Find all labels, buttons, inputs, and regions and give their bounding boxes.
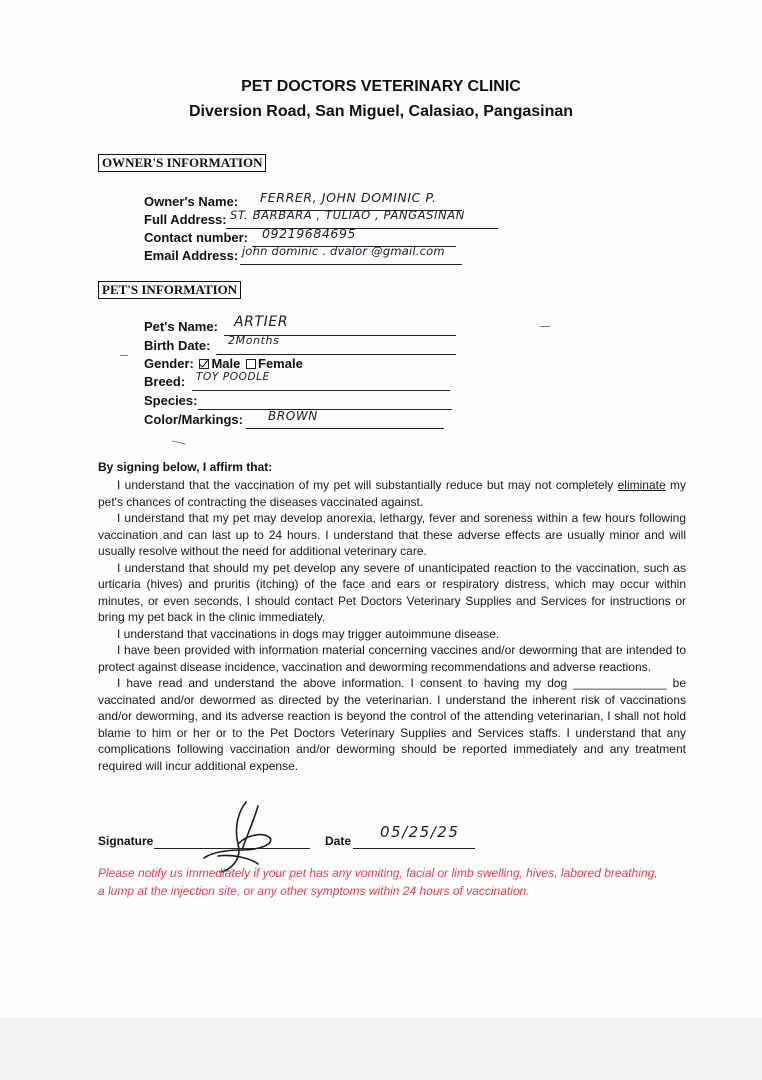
full-address-value: ST. BARBARA , TULIAO , PANGASINAN	[230, 208, 465, 222]
affirmation-paragraph: I understand that my pet may develop anorexia, lethargy, fever and soreness within a few hours following vaccination and can last up to 24 hours. I understand that these adverse effects are usually minor and will usually resolve without the need for additional veterinary care.	[98, 511, 686, 558]
clinic-address: Diversion Road, San Miguel, Calasiao, Pangasinan	[188, 103, 574, 120]
species-line	[198, 393, 452, 410]
email-value: john dominic . dvalor @gmail.com	[242, 244, 445, 258]
affirmation-paragraph: I understand that should my pet develop any severe of unanticipated reaction to the vaccination, such as urticaria (hives) and pruritis (itching) of the face and ears or respiratory distress, which may occur within minutes, or even seconds, I should contact Pet Doctors Veterinary Supplies and Services for instructions or bring my pet back in the clinic immediately.	[98, 560, 686, 624]
owner-name-value: FERRER, JOHN DOMINIC P.	[260, 190, 437, 205]
pet-name-label: Pet's Name:	[144, 319, 218, 334]
gender-male-checkbox[interactable]	[199, 359, 209, 369]
full-address-label: Full Address:	[144, 212, 227, 227]
affirmation-paragraph: I understand that the vaccination of my pet will substantially reduce but may not completely eliminate my pet's chances of contracting the diseases vaccinated against.	[98, 478, 686, 509]
owner-section-title: OWNER'S INFORMATION	[98, 154, 266, 172]
affirmation-paragraph: I have been provided with information material concerning vaccines and/or deworming that are intended to protect against disease incidence, vaccination and deworming recommendations and adverse reactions.	[98, 643, 686, 674]
gender-row	[144, 356, 303, 371]
affirmation-paragraph: I have read and understand the above information. I consent to having my dog ______________ be vaccinated and/or dewormed as directed by the veterinarian. I understand the inherent risk of vaccinations and/or deworming, and its adverse reaction is beyond the control of the attending veterinarian, I shall not hold blame to him or her or to the Pet Doctors Veterinary Supplies and Services staffs. I understand that any complications following vaccination and/or deworming should be reported immediately and any treatment required will incur additional expense.	[98, 676, 686, 773]
gender-label: Gender:	[144, 356, 194, 371]
affirmation-paragraph: I understand that vaccinations in dogs may trigger autoimmune disease.	[117, 626, 500, 641]
clinic-name: PET DOCTORS VETERINARY CLINIC	[241, 78, 521, 95]
color-markings-value: BROWN	[268, 409, 318, 423]
signature-label: Signature	[98, 834, 154, 848]
breed-label: Breed:	[144, 374, 186, 389]
breed-value: TOY POODLE	[196, 371, 270, 383]
gender-female-label: Female	[258, 356, 303, 371]
contact-label: Contact number:	[144, 230, 248, 245]
vaccination-notice: Please notify us immediately if your pet has any vomiting, facial or limb swelling, hives, labored breathing, a lump at the injection site, or any other symptoms within 24 hours of vaccination.	[98, 866, 658, 898]
date-label: Date	[325, 834, 352, 848]
date-value: 05/25/25	[380, 823, 460, 841]
gender-female-checkbox[interactable]	[246, 359, 256, 369]
scan-bottom-strip	[0, 1018, 762, 1080]
gender-male-label: Male	[211, 356, 241, 371]
contact-value: 09219684695	[262, 226, 357, 241]
color-markings-label: Color/Markings:	[144, 412, 243, 427]
species-label: Species:	[144, 393, 198, 408]
owner-name-label: Owner's Name:	[144, 194, 239, 209]
pet-name-value: ARTIER	[234, 314, 289, 330]
affirmation-heading: By signing below, I affirm that:	[98, 460, 273, 474]
pet-section-title: PET'S INFORMATION	[98, 281, 241, 299]
email-label: Email Address:	[144, 248, 239, 263]
underlined-eliminate: eliminate	[617, 478, 666, 492]
stray-mark	[120, 355, 128, 356]
stray-mark	[172, 440, 186, 444]
affirmation-body	[98, 477, 686, 774]
stray-mark	[540, 326, 550, 327]
birth-date-value: 2Months	[228, 334, 280, 347]
birth-date-label: Birth Date:	[144, 338, 211, 353]
